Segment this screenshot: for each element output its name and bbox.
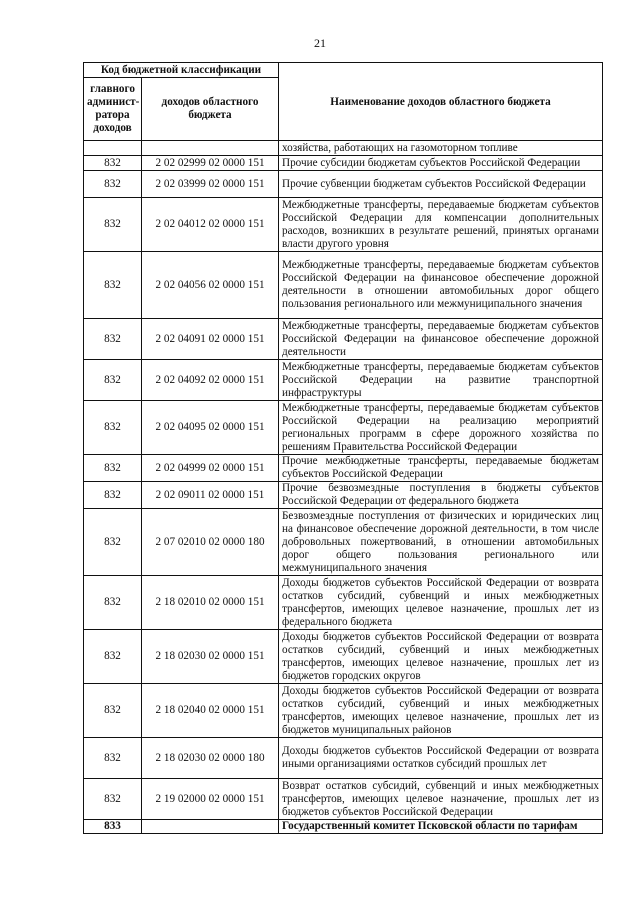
income-code-cell: 2 02 04056 02 0000 151 [142, 252, 279, 319]
header-classification-code: Код бюджетной классификации [84, 63, 279, 78]
table-row [84, 401, 603, 455]
income-name-cell: Прочие субсидии бюджетам субъектов Российской Федерации [279, 156, 603, 171]
income-name-cell: Межбюджетные трансферты, передаваемые бюджетам субъектов Российской Федерации на реализацию мероприятий региональных программ в сфере дорожного хозяйства по решениям Правительства Российской Федерации [279, 401, 603, 455]
admin-code-cell: 832 [84, 684, 142, 738]
admin-code-cell: 832 [84, 630, 142, 684]
income-name-cell: Прочие субвенции бюджетам субъектов Российской Федерации [279, 171, 603, 198]
income-name-cell: Межбюджетные трансферты, передаваемые бюджетам субъектов Российской Федерации для компенсации дополнительных расходов, возникших в результате решений, принятых органами власти другого уровня [279, 198, 603, 252]
income-name-cell: Доходы бюджетов субъектов Российской Федерации от возврата остатков субсидий, субвенций и иных межбюджетных трансфертов, имеющих целевое назначение, прошлых лет из бюджетов муниципальных районов [279, 684, 603, 738]
income-code-cell: 2 07 02010 02 0000 180 [142, 509, 279, 576]
table-row [84, 156, 603, 171]
income-code-cell: 2 19 02000 02 0000 151 [142, 779, 279, 820]
income-code-cell: 2 18 02030 02 0000 151 [142, 630, 279, 684]
table-row [84, 198, 603, 252]
admin-code-cell: 832 [84, 482, 142, 509]
header-admin-code: главного админист-ратора доходов [84, 78, 142, 141]
committee-name-cell: Государственный комитет Псковской области по тарифам [279, 820, 603, 834]
income-code-cell: 2 18 02040 02 0000 151 [142, 684, 279, 738]
admin-code-cell: 832 [84, 156, 142, 171]
table-row [84, 319, 603, 360]
income-code-cell: 2 02 04999 02 0000 151 [142, 455, 279, 482]
table-row [84, 509, 603, 576]
table-row [84, 738, 603, 779]
income-code-cell: 2 02 03999 02 0000 151 [142, 171, 279, 198]
admin-code-cell: 832 [84, 252, 142, 319]
income-name-cell: Доходы бюджетов субъектов Российской Федерации от возврата остатков субсидий, субвенций и иных межбюджетных трансфертов, имеющих целевое назначение, прошлых лет из федерального бюджета [279, 576, 603, 630]
admin-code-cell: 832 [84, 198, 142, 252]
income-code-cell: 2 02 04092 02 0000 151 [142, 360, 279, 401]
admin-code-cell: 832 [84, 360, 142, 401]
admin-code-cell: 833 [84, 820, 142, 834]
income-code-cell: 2 02 04012 02 0000 151 [142, 198, 279, 252]
header-income-name: Наименование доходов областного бюджета [279, 63, 603, 141]
admin-code-cell: 832 [84, 779, 142, 820]
table-row [84, 141, 603, 156]
admin-code-cell: 832 [84, 401, 142, 455]
income-name-cell: Межбюджетные трансферты, передаваемые бюджетам субъектов Российской Федерации на финансовое обеспечение дорожной деятельности в отношении автомобильных дорог общего пользования регионального или межмуниципального значения [279, 252, 603, 319]
income-name-cell: Доходы бюджетов субъектов Российской Федерации от возврата остатков субсидий, субвенций и иных межбюджетных трансфертов, имеющих целевое назначение, прошлых лет из бюджетов городских округов [279, 630, 603, 684]
income-code-cell: 2 02 04095 02 0000 151 [142, 401, 279, 455]
admin-code-cell: 832 [84, 319, 142, 360]
income-name-cell: Доходы бюджетов субъектов Российской Федерации от возврата иными организациями остатков субсидий прошлых лет [279, 738, 603, 779]
income-code-cell: 2 18 02010 02 0000 151 [142, 576, 279, 630]
admin-code-cell: 832 [84, 455, 142, 482]
table-row [84, 630, 603, 684]
admin-code-cell [84, 141, 142, 156]
income-code-cell: 2 18 02030 02 0000 180 [142, 738, 279, 779]
table-row [84, 576, 603, 630]
table-row [84, 171, 603, 198]
table-row [84, 684, 603, 738]
table-row [84, 779, 603, 820]
income-name-cell: Межбюджетные трансферты, передаваемые бюджетам субъектов Российской Федерации на развитие транспортной инфраструктуры [279, 360, 603, 401]
income-name-cell: Межбюджетные трансферты, передаваемые бюджетам субъектов Российской Федерации на финансовое обеспечение дорожной деятельности [279, 319, 603, 360]
table-row [84, 360, 603, 401]
admin-code-cell: 832 [84, 738, 142, 779]
income-name-cell: Прочие межбюджетные трансферты, передаваемые бюджетам субъектов Российской Федерации [279, 455, 603, 482]
income-code-cell [142, 141, 279, 156]
income-name-cell: Прочие безвозмездные поступления в бюджеты субъектов Российской Федерации от федерального бюджета [279, 482, 603, 509]
admin-code-cell: 832 [84, 576, 142, 630]
table-row [84, 252, 603, 319]
income-name-cell: Безвозмездные поступления от физических и юридических лиц на финансовое обеспечение дорожной деятельности, в том числе добровольных пожертвований, в отношении автомобильных дорог общего пользования регионального или межмуниципального значения [279, 509, 603, 576]
page-number: 21 [314, 36, 326, 50]
table-row [84, 482, 603, 509]
admin-code-cell: 832 [84, 171, 142, 198]
admin-code-cell: 832 [84, 509, 142, 576]
income-code-cell [142, 820, 279, 834]
income-name-cell: Возврат остатков субсидий, субвенций и иных межбюджетных трансфертов, имеющих целевое назначение, прошлых лет из бюджетов субъектов Российской Федерации [279, 779, 603, 820]
income-name-cell: хозяйства, работающих на газомоторном топливе [279, 141, 603, 156]
header-income-code: доходов областного бюджета [142, 78, 279, 141]
table-row [84, 455, 603, 482]
income-code-cell: 2 02 09011 02 0000 151 [142, 482, 279, 509]
table-row-committee [84, 820, 603, 834]
income-code-cell: 2 02 02999 02 0000 151 [142, 156, 279, 171]
income-code-cell: 2 02 04091 02 0000 151 [142, 319, 279, 360]
budget-classification-table [83, 62, 603, 834]
